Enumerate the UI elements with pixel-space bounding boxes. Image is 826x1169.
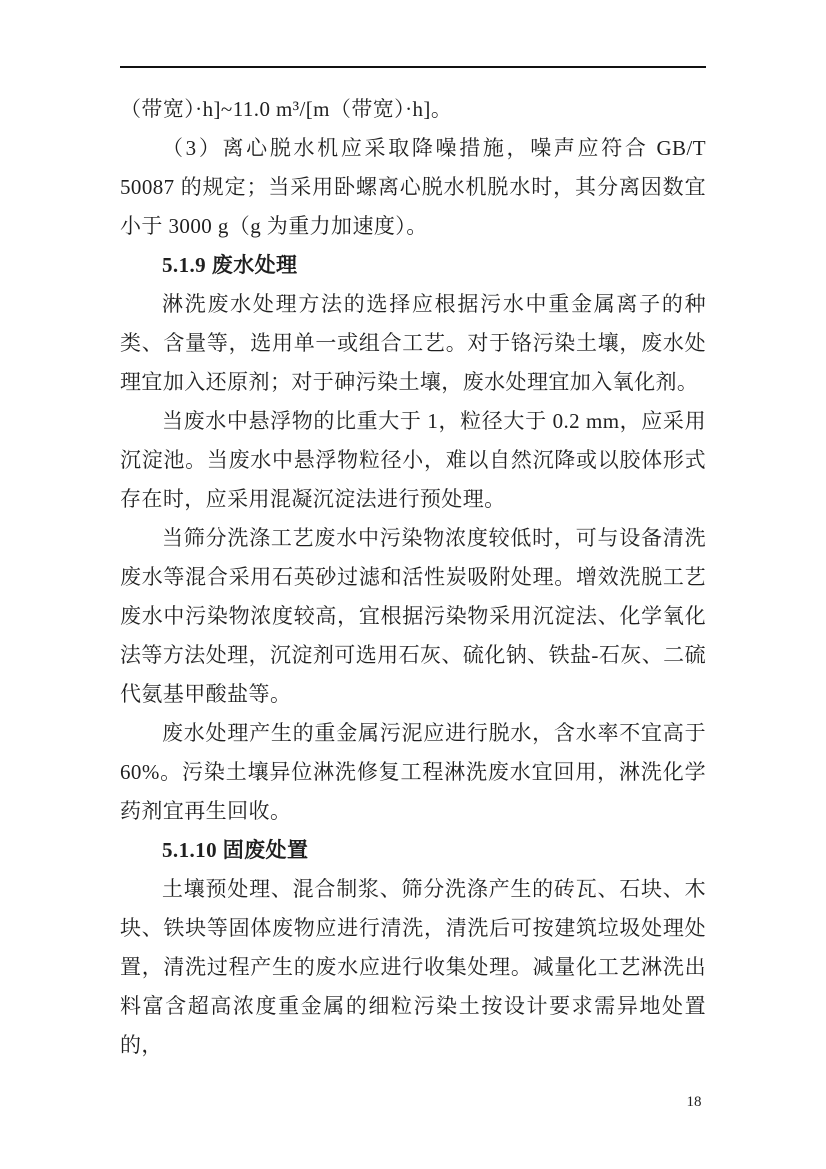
section-heading-5-1-9: 5.1.9 废水处理 <box>162 253 298 277</box>
paragraph-bandwidth-continuation: （带宽）·h]~11.0 m³/[m（带宽）·h]。 <box>120 97 453 121</box>
paragraph-wastewater-method-selection: 淋洗废水处理方法的选择应根据污水中重金属离子的种类、含量等，选用单一或组合工艺。对于铬污染土壤，废水处理宜加入还原剂；对于砷污染土壤，废水处理宜加入氧化剂。 <box>120 292 706 394</box>
paragraph-suspended-solids: 当废水中悬浮物的比重大于 1，粒径大于 0.2 mm，应采用沉淀池。当废水中悬浮物粒径小，难以自然沉降或以胶体形式存在时，应采用混凝沉淀法进行预处理。 <box>120 409 706 511</box>
paragraph-item-3-centrifuge: （3）离心脱水机应采取降噪措施，噪声应符合 GB/T 50087 的规定；当采用卧螺离心脱水机脱水时，其分离因数宜小于 3000 g（g 为重力加速度）。 <box>120 136 706 238</box>
page-body <box>120 90 706 1065</box>
header-rule <box>120 66 706 68</box>
section-heading-5-1-10: 5.1.10 固废处置 <box>162 838 309 862</box>
paragraph-heavy-metal-sludge: 废水处理产生的重金属污泥应进行脱水，含水率不宜高于60%。污染土壤异位淋洗修复工程淋洗废水宜回用，淋洗化学药剂宜再生回收。 <box>120 721 706 823</box>
paragraph-screening-washing-wastewater: 当筛分洗涤工艺废水中污染物浓度较低时，可与设备清洗废水等混合采用石英砂过滤和活性炭吸附处理。增效洗脱工艺废水中污染物浓度较高，宜根据污染物采用沉淀法、化学氧化法等方法处理，沉淀剂可选用石灰、硫化钠、铁盐-石灰、二硫代氨基甲酸盐等。 <box>120 526 706 706</box>
paragraph-solid-waste-disposal: 土壤预处理、混合制浆、筛分洗涤产生的砖瓦、石块、木块、铁块等固体废物应进行清洗，清洗后可按建筑垃圾处理处置，清洗过程产生的废水应进行收集处理。减量化工艺淋洗出料富含超高浓度重金属的细粒污染土按设计要求需异地处置的， <box>120 877 706 1057</box>
page-number: 18 <box>686 1094 702 1110</box>
